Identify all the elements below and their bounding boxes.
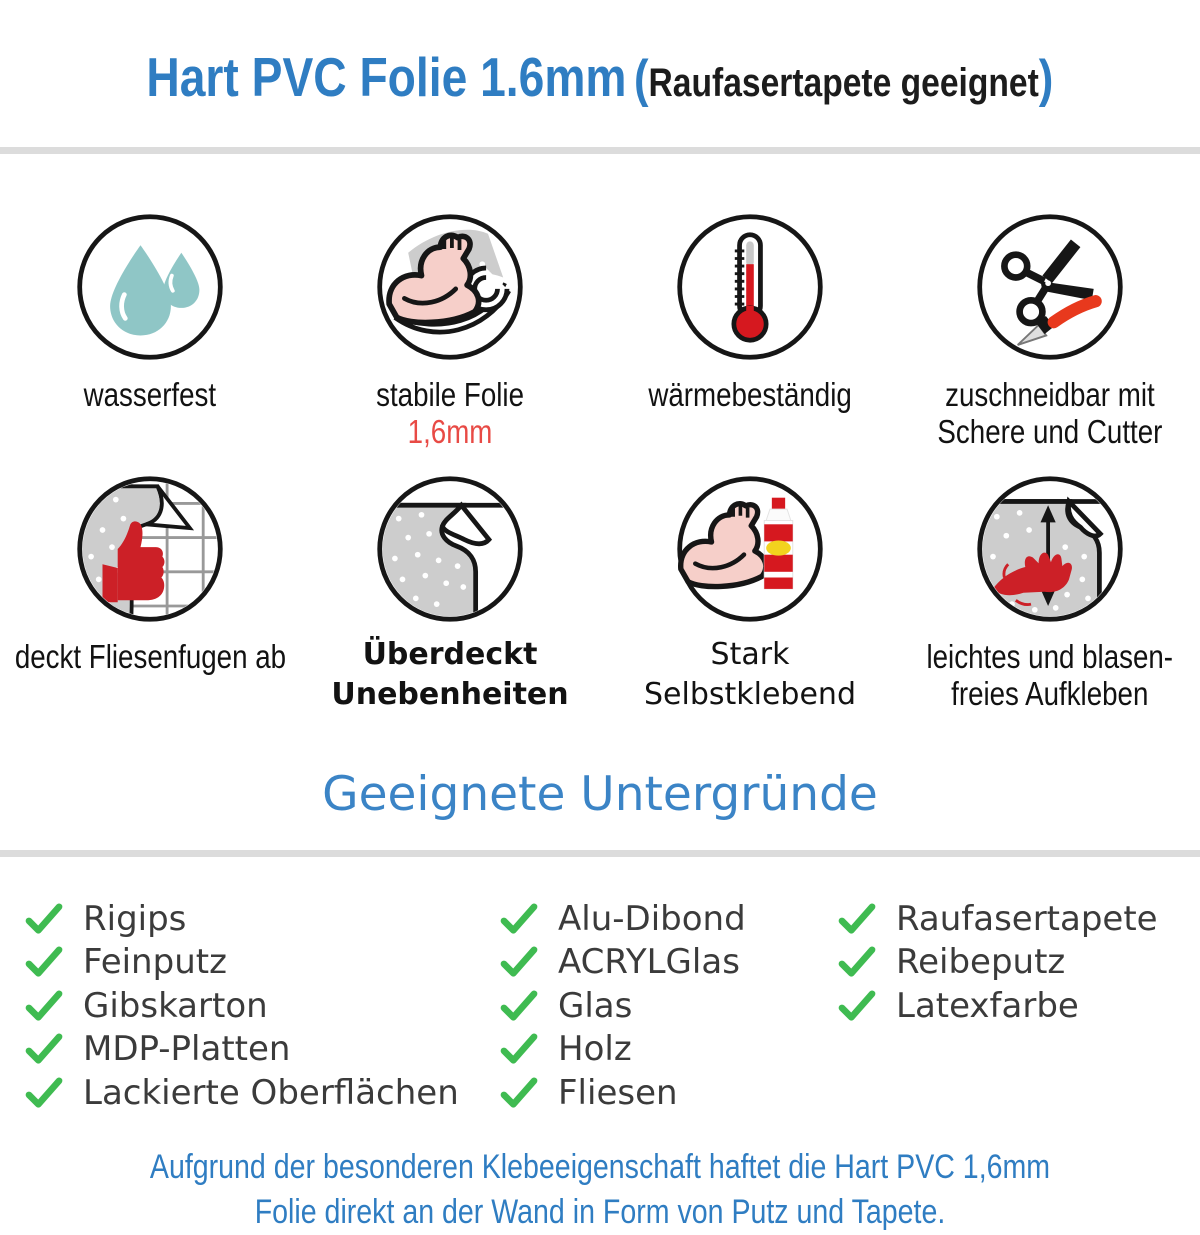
feature-waterproof	[0, 154, 300, 416]
substrate-label: ACRYLGlas	[558, 942, 740, 983]
feature-bubble-free-application	[900, 416, 1200, 712]
substrates-list	[0, 897, 1200, 1119]
substrate-label: Reibeputz	[896, 942, 1066, 983]
feature-label: stabile Folie 1,6mm	[376, 375, 524, 450]
page-title	[0, 21, 1200, 125]
feature-label: wärmebeständig	[648, 375, 852, 413]
substrate-item	[25, 1027, 459, 1071]
substrate-label: Holz	[558, 1029, 632, 1070]
substrate-label: Fliesen	[558, 1072, 678, 1113]
check-icon	[500, 990, 538, 1022]
title-main: Hart PVC Folie 1.6mm	[146, 46, 627, 109]
footer-line-2: Folie direkt an der Wand in Form von Putz und Tapete.	[254, 1192, 946, 1231]
substrates-column-2	[500, 897, 746, 1115]
check-icon	[500, 946, 538, 978]
feature-label: wasserfest	[83, 375, 217, 413]
substrate-item	[25, 1071, 459, 1115]
substrate-label: Feinputz	[83, 942, 227, 983]
substrate-item	[838, 984, 1158, 1028]
substrate-item	[25, 984, 459, 1028]
substrate-label: Lackierte Oberflächen	[83, 1072, 459, 1113]
substrate-label: Glas	[558, 985, 633, 1026]
footer-line-1: Aufgrund der besonderen Klebeeigenschaft haftet die Hart PVC 1,6mm	[149, 1147, 1051, 1186]
substrates-heading: Geeignete Untergründe	[322, 766, 878, 822]
substrate-item	[500, 984, 746, 1028]
tile-joints-thumbs-up-icon	[74, 473, 226, 625]
substrate-label: MDP-Platten	[83, 1029, 291, 1070]
feature-label: zuschneidbar mit Schere und Cutter	[937, 375, 1163, 450]
substrate-item	[838, 940, 1158, 984]
check-icon	[838, 990, 876, 1022]
infographic-page	[0, 21, 1200, 1234]
substrate-item	[500, 1027, 746, 1071]
substrate-label: Gibskarton	[83, 985, 268, 1026]
substrates-column-1	[25, 897, 459, 1115]
dotted-foil-fold-icon	[374, 473, 526, 625]
check-icon	[25, 990, 63, 1022]
check-icon	[838, 903, 876, 935]
thermometer-icon	[674, 211, 826, 363]
substrate-label: Raufasertapete	[896, 898, 1158, 939]
substrate-item	[838, 897, 1158, 941]
divider-substrates	[0, 850, 1200, 857]
feature-cuttable	[900, 154, 1200, 450]
substrate-label: Latexfarbe	[896, 985, 1079, 1026]
scissors-cutter-icon	[974, 211, 1126, 363]
check-icon	[500, 903, 538, 935]
thickness-value: 1,6mm	[407, 412, 493, 450]
substrate-item	[500, 1071, 746, 1115]
feature-label: Überdeckt Unebenheiten	[331, 636, 569, 712]
feature-covers-unevenness	[300, 416, 600, 712]
divider-top	[0, 147, 1200, 154]
substrate-label: Alu-Dibond	[558, 898, 746, 939]
check-icon	[500, 1033, 538, 1065]
feature-label: Stark Selbstklebend	[644, 636, 856, 712]
water-drops-icon	[74, 211, 226, 363]
substrate-item	[500, 897, 746, 941]
muscle-arm-foil-roll-icon	[374, 211, 526, 363]
feature-label: deckt Fliesenfugen ab	[14, 637, 286, 675]
substrate-item	[500, 940, 746, 984]
check-icon	[500, 1077, 538, 1109]
substrate-item	[25, 897, 459, 941]
substrate-item	[25, 940, 459, 984]
muscle-arm-glue-tube-icon	[674, 473, 826, 625]
substrate-label: Rigips	[83, 898, 187, 939]
check-icon	[25, 903, 63, 935]
feature-heat-resistant	[600, 154, 900, 416]
check-icon	[838, 946, 876, 978]
feature-grid	[0, 154, 1200, 712]
footer-note	[0, 1145, 1200, 1235]
feature-label: leichtes und blasen- freies Aufkleben	[926, 637, 1174, 712]
feature-stable-foil	[300, 154, 600, 450]
title-subtitle: Raufasertapete geeignet	[648, 61, 1039, 106]
check-icon	[25, 1033, 63, 1065]
check-icon	[25, 1077, 63, 1109]
check-icon	[25, 946, 63, 978]
hand-smoothing-foil-icon	[974, 473, 1126, 625]
feature-covers-tile-joints	[0, 416, 300, 694]
feature-self-adhesive	[600, 416, 900, 712]
title-paren-close: )	[1038, 50, 1054, 109]
substrates-column-3	[838, 897, 1158, 1028]
title-paren-open: (	[634, 50, 649, 109]
